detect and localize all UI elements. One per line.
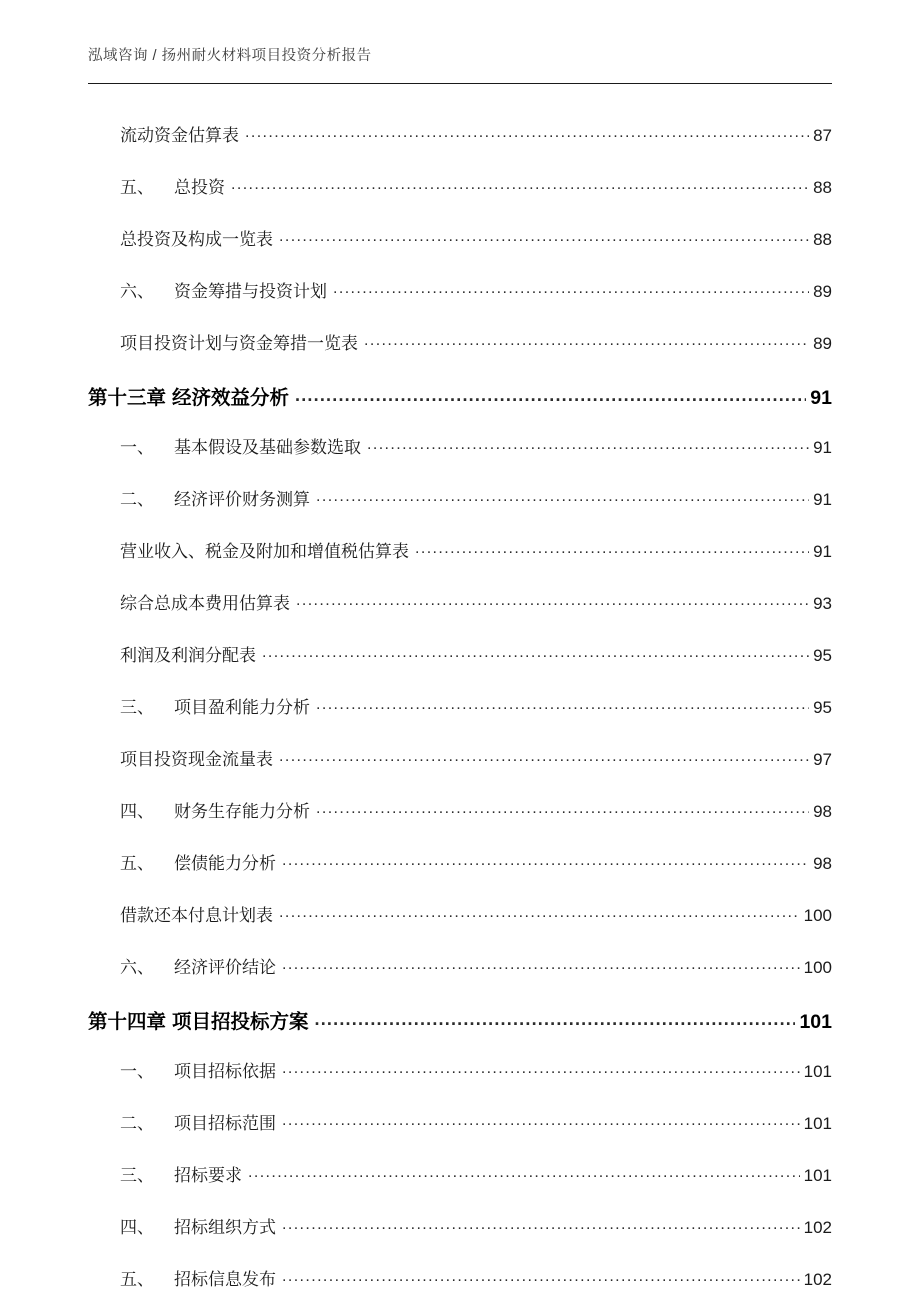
toc-entry[interactable] xyxy=(88,836,832,888)
toc-page-number: 88 xyxy=(813,178,832,197)
toc-entry-title: 资金筹措与投资计划 xyxy=(174,282,327,301)
toc-entry-title: 总投资 xyxy=(174,178,225,197)
toc-page-number: 98 xyxy=(813,854,832,873)
toc-entry-label xyxy=(120,439,365,456)
toc-page-number: 89 xyxy=(813,282,832,301)
toc-entry[interactable] xyxy=(88,264,832,316)
toc-entry-title: 财务生存能力分析 xyxy=(174,802,310,821)
toc-entry-title: 基本假设及基础参数选取 xyxy=(174,438,361,457)
toc-page-number: 102 xyxy=(803,1218,832,1237)
toc-entry[interactable] xyxy=(88,1252,832,1304)
toc-dot-leader xyxy=(333,280,809,297)
toc-entry-label xyxy=(120,803,314,820)
toc-entry-title: 营业收入、税金及附加和增值税估算表 xyxy=(120,542,409,561)
toc-dot-leader xyxy=(316,800,809,817)
toc-entry-prefix: 三、 xyxy=(120,698,154,717)
toc-dot-leader xyxy=(316,488,809,505)
toc-entry-prefix: 二、 xyxy=(120,490,154,509)
toc-entry[interactable] xyxy=(88,472,832,524)
toc-page-number: 102 xyxy=(803,1270,832,1289)
toc-entry-prefix: 四、 xyxy=(120,802,154,821)
toc-entry-label xyxy=(120,127,243,144)
header-brand: 泓域咨询 xyxy=(88,48,148,64)
toc-entry-label xyxy=(120,1271,280,1288)
toc-dot-leader xyxy=(245,124,809,141)
toc-entry-title: 项目投资现金流量表 xyxy=(120,750,273,769)
toc-page-number: 93 xyxy=(813,594,832,613)
toc-entry-title: 项目招投标方案 xyxy=(172,1010,309,1033)
toc-entry-prefix: 六、 xyxy=(120,282,154,301)
toc-page-number: 88 xyxy=(813,230,832,249)
toc-entry-title: 招标信息发布 xyxy=(174,1270,276,1289)
header-document-title: 扬州耐火材料项目投资分析报告 xyxy=(161,48,372,64)
toc-dot-leader xyxy=(282,1216,800,1233)
toc-entry-label xyxy=(120,855,280,872)
toc-entry-prefix: 六、 xyxy=(120,958,154,977)
toc-dot-leader xyxy=(415,540,809,557)
toc-entry-title: 偿债能力分析 xyxy=(174,854,276,873)
toc-entry-label xyxy=(120,543,413,560)
toc-entry[interactable] xyxy=(88,992,832,1044)
header-title-line xyxy=(88,44,920,65)
toc-entry-title: 项目投资计划与资金筹措一览表 xyxy=(120,334,358,353)
toc-entry-label xyxy=(120,283,331,300)
toc-page-number: 95 xyxy=(813,646,832,665)
toc-entry[interactable] xyxy=(88,888,832,940)
toc-dot-leader xyxy=(279,748,809,765)
toc-entry-title: 项目招标范围 xyxy=(174,1114,276,1133)
toc-entry-label xyxy=(88,386,293,409)
toc-entry-label xyxy=(120,1063,280,1080)
toc-entry-prefix: 五、 xyxy=(120,1270,154,1289)
toc-page-number: 97 xyxy=(813,750,832,769)
toc-dot-leader xyxy=(279,228,809,245)
toc-entry-label xyxy=(120,179,229,196)
toc-page-number: 101 xyxy=(803,1114,832,1133)
toc-entry-label xyxy=(120,959,280,976)
toc-dot-leader xyxy=(231,176,809,193)
table-of-contents xyxy=(88,108,832,1304)
toc-entry[interactable] xyxy=(88,368,832,420)
toc-entry-prefix: 五、 xyxy=(120,854,154,873)
toc-dot-leader xyxy=(295,384,806,404)
toc-entry-prefix: 一、 xyxy=(120,1062,154,1081)
toc-entry[interactable] xyxy=(88,212,832,264)
toc-entry[interactable] xyxy=(88,576,832,628)
toc-entry-label xyxy=(120,699,314,716)
toc-dot-leader xyxy=(315,1008,796,1028)
toc-entry-label xyxy=(120,907,277,924)
toc-entry-label xyxy=(120,231,277,248)
toc-entry[interactable] xyxy=(88,1096,832,1148)
toc-entry-label xyxy=(120,1167,246,1184)
toc-dot-leader xyxy=(282,1268,800,1285)
toc-entry-label xyxy=(88,1010,313,1033)
toc-entry-prefix: 三、 xyxy=(120,1166,154,1185)
toc-entry-label xyxy=(120,595,294,612)
toc-entry-title: 招标要求 xyxy=(174,1166,242,1185)
toc-entry-label xyxy=(120,335,362,352)
toc-page-number: 101 xyxy=(803,1062,832,1081)
toc-dot-leader xyxy=(262,644,809,661)
toc-page-number: 91 xyxy=(813,542,832,561)
toc-page-number: 91 xyxy=(813,438,832,457)
toc-entry-prefix: 二、 xyxy=(120,1114,154,1133)
toc-entry-title: 项目盈利能力分析 xyxy=(174,698,310,717)
toc-entry[interactable] xyxy=(88,784,832,836)
toc-page-number: 101 xyxy=(799,1010,832,1033)
toc-entry-label xyxy=(120,647,260,664)
toc-entry-title: 经济评价财务测算 xyxy=(174,490,310,509)
toc-entry-label xyxy=(120,1115,280,1132)
toc-entry[interactable] xyxy=(88,524,832,576)
toc-entry-title: 经济效益分析 xyxy=(172,386,290,409)
toc-page-number: 89 xyxy=(813,334,832,353)
toc-dot-leader xyxy=(367,436,809,453)
toc-entry-title: 经济评价结论 xyxy=(174,958,276,977)
toc-entry[interactable] xyxy=(88,1200,832,1252)
toc-page-number: 95 xyxy=(813,698,832,717)
toc-dot-leader xyxy=(282,852,809,869)
toc-entry-title: 借款还本付息计划表 xyxy=(120,906,273,925)
toc-entry[interactable] xyxy=(88,108,832,160)
toc-dot-leader xyxy=(296,592,809,609)
toc-entry[interactable] xyxy=(88,628,832,680)
toc-entry-prefix: 五、 xyxy=(120,178,154,197)
page-header xyxy=(0,0,920,84)
toc-entry[interactable] xyxy=(88,160,832,212)
toc-dot-leader xyxy=(282,1060,800,1077)
toc-entry[interactable] xyxy=(88,1044,832,1096)
toc-entry-label xyxy=(120,1219,280,1236)
header-separator: / xyxy=(152,48,158,64)
toc-dot-leader xyxy=(282,956,800,973)
toc-dot-leader xyxy=(316,696,809,713)
header-divider xyxy=(88,83,832,84)
toc-dot-leader xyxy=(364,332,809,349)
toc-page-number: 91 xyxy=(813,490,832,509)
toc-entry[interactable] xyxy=(88,732,832,784)
toc-entry-label xyxy=(120,491,314,508)
toc-page-number: 98 xyxy=(813,802,832,821)
toc-entry[interactable] xyxy=(88,680,832,732)
toc-entry-title: 利润及利润分配表 xyxy=(120,646,256,665)
toc-entry[interactable] xyxy=(88,940,832,992)
toc-page-number: 100 xyxy=(803,958,832,977)
toc-entry-prefix: 四、 xyxy=(120,1218,154,1237)
toc-page-number: 100 xyxy=(803,906,832,925)
toc-dot-leader xyxy=(279,904,800,921)
toc-entry-title: 项目招标依据 xyxy=(174,1062,276,1081)
toc-dot-leader xyxy=(282,1112,800,1129)
toc-entry-title: 流动资金估算表 xyxy=(120,126,239,145)
toc-entry-prefix: 一、 xyxy=(120,438,154,457)
toc-page-number: 87 xyxy=(813,126,832,145)
toc-entry-label xyxy=(120,751,277,768)
toc-dot-leader xyxy=(248,1164,800,1181)
toc-entry[interactable] xyxy=(88,420,832,472)
toc-page-number: 91 xyxy=(810,386,832,409)
toc-entry[interactable] xyxy=(88,316,832,368)
toc-entry-title: 综合总成本费用估算表 xyxy=(120,594,290,613)
toc-entry-title: 招标组织方式 xyxy=(174,1218,276,1237)
toc-entry[interactable] xyxy=(88,1148,832,1200)
toc-entry-prefix: 第十四章 xyxy=(88,1010,167,1033)
toc-entry-title: 总投资及构成一览表 xyxy=(120,230,273,249)
toc-entry-prefix: 第十三章 xyxy=(88,386,167,409)
toc-page-number: 101 xyxy=(803,1166,832,1185)
